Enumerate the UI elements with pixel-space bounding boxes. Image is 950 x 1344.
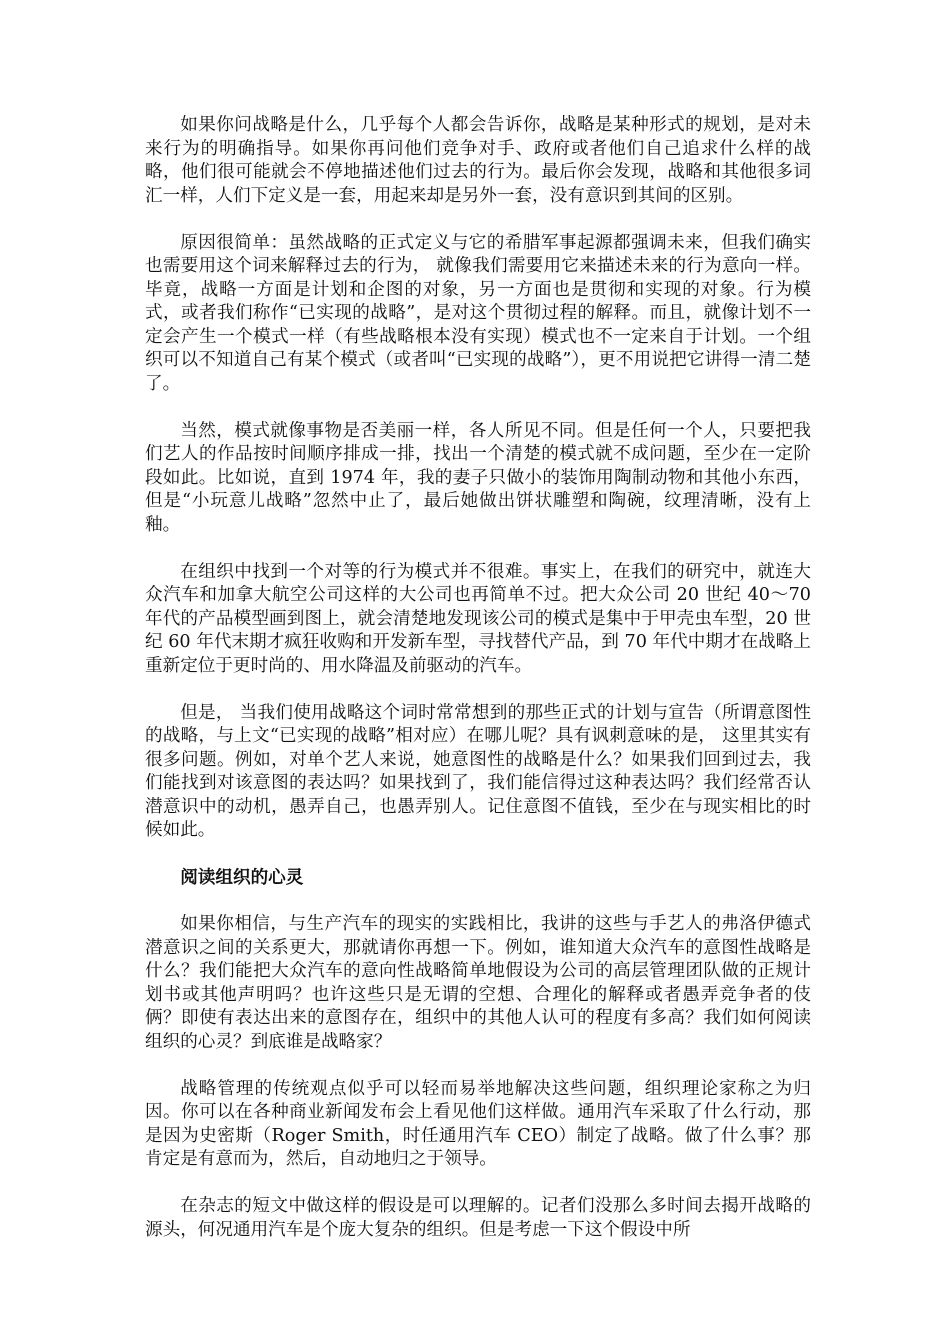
paragraph-patterns: 当然，模式就像事物是否美丽一样，各人所见不同。但是任何一个人，只要把我们艺人的作品按时间顺序排成一排，找出一个清楚的模式就不成问题，至少在一定阶段如此。比如说，直到 1974 年，我的妻子只做小的装饰用陶制动物和其他小东西，但是“小玩意儿战略”忽然中止了，最后她做出饼状雕塑和陶碗，纹理清晰，没有上釉。 (145, 420, 811, 535)
paragraph-strategy-definition: 如果你问战略是什么，几乎每个人都会告诉你，战略是某种形式的规划，是对未来行为的明确指导。如果你再问他们竞争对手、政府或者他们自己追求什么样的战略，他们很可能就会不停地描述他们过去的行为。最后你会发现，战略和其他很多词汇一样，人们下定义是一套，用起来却是另外一套，没有意识到其间的区别。 (145, 115, 811, 206)
document-page (145, 114, 811, 1266)
paragraph-magazine: 在杂志的短文中做这样的假设是可以理解的。记者们没那么多时间去揭开战略的源头，何况通用汽车是个庞大复杂的组织。但是考虑一下这个假设中所 (145, 1196, 811, 1240)
paragraph-past-behavior: 原因很简单：虽然战略的正式定义与它的希腊军事起源都强调未来，但我们确实也需要用这个词来解释过去的行为， 就像我们需要用它来描述未来的行为意向一样。毕竟，战略一方面是计划和企图的对象，另一方面也是贯彻和实现的对象。行为模式，或者我们称作“已实现的战略”，是对这个贯彻过程的解释。而且，就像计划不一定会产生一个模式一样（有些战略根本没有实现）模式也不一定来自于计划。一个组织可以不知道自己有某个模式（或者叫“已实现的战略”），更不用说把它讲得一清二楚了。 (145, 232, 811, 394)
paragraph-intended-strategy: 但是， 当我们使用战略这个词时常常想到的那些正式的计划与宣告（所谓意图性的战略，与上文“已实现的战略”相对应）在哪儿呢？具有讽刺意味的是， 这里其实有很多问题。例如，对单个艺人来说，她意图性的战略是什么？如果我们回到过去，我们能找到对该意图的表达吗？如果找到了，我们能信得过这种表达吗？我们经常否认潜意识中的动机，愚弄自己，也愚弄别人。记住意图不值钱，至少在与现实相比的时候如此。 (145, 702, 811, 840)
paragraph-attribution: 战略管理的传统观点似乎可以轻而易举地解决这些问题，组织理论家称之为归因。你可以在各种商业新闻发布会上看见他们这样做。通用汽车采取了什么行动，那是因为史密斯（Roger Smith，时任通用汽车 CEO）制定了战略。做了什么事？那肯定是有意而为，然后，自动地归之于领导。 (145, 1078, 811, 1169)
paragraph-reading-mind: 如果你相信，与生产汽车的现实的实践相比，我讲的这些与手艺人的弗洛伊德式潜意识之间的关系更大，那就请你再想一下。例如，谁知道大众汽车的意图性战略是什么？我们能把大众汽车的意向性战略简单地假设为公司的高层管理团队做的正规计划书或其他声明吗？也许这些只是无谓的空想、合理化的解释或者愚弄竞争者的伎俩？即使有表达出来的意图存在，组织中的其他人认可的程度有多高？我们如何阅读组织的心灵？到底谁是战略家？ (145, 914, 811, 1052)
paragraph-organization-patterns: 在组织中找到一个对等的行为模式并不很难。事实上，在我们的研究中，就连大众汽车和加拿大航空公司这样的大公司也再简单不过。把大众公司 20 世纪 40～70 年代的产品模型画到图上，就会清楚地发现该公司的模式是集中于甲壳虫车型，20 世纪 60 年代末期才疯狂收购和开发新车型，寻找替代产品，到 70 年代中期才在战略上重新定位于更时尚的、用水降温及前驱动的汽车。 (145, 561, 811, 676)
section-heading: 阅读组织的心灵 (180, 867, 304, 888)
